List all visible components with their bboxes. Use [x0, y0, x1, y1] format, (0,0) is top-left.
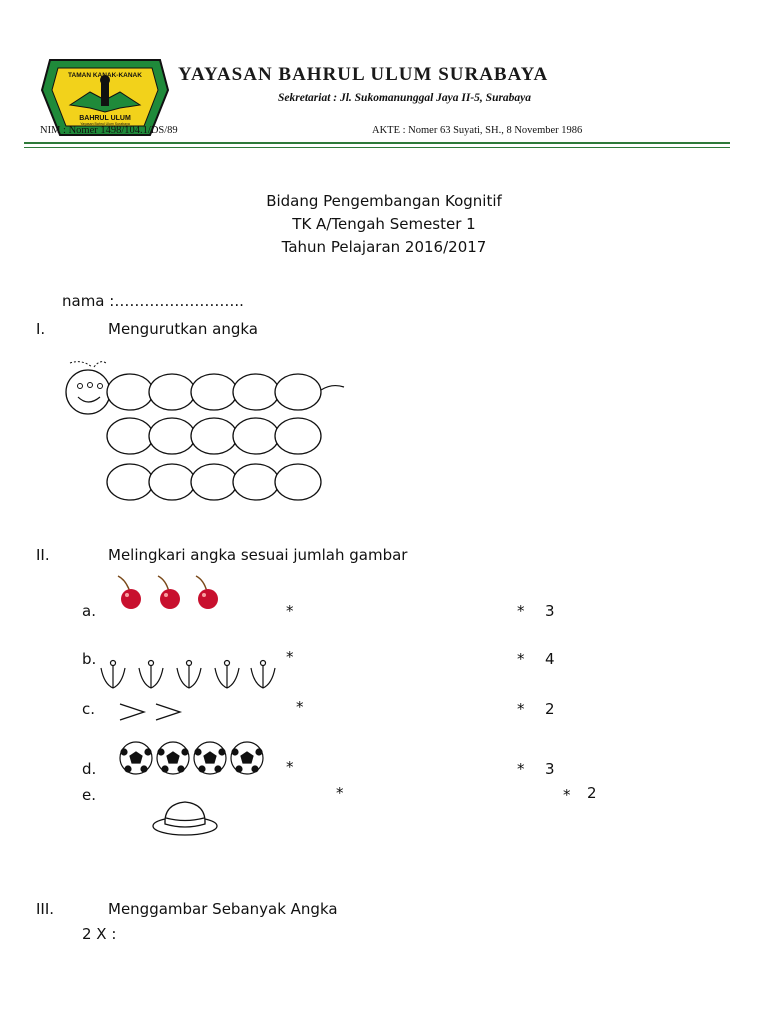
number-oval	[233, 374, 279, 410]
logo-text-bottom: BAHRUL ULUM	[79, 115, 131, 122]
row-d-label: d.	[82, 760, 97, 778]
number-oval	[191, 374, 237, 410]
row-e-label: e.	[82, 786, 96, 804]
class-semester: TK A/Tengah Semester 1	[292, 215, 476, 233]
number-oval	[191, 464, 237, 500]
name-field[interactable]: nama :……………………..	[62, 292, 244, 310]
cherry-icon	[158, 576, 180, 609]
school-year: Tahun Pelajaran 2016/2017	[281, 238, 487, 256]
number-oval	[149, 464, 195, 500]
number-oval	[275, 418, 321, 454]
row-b-star-left[interactable]: *	[286, 648, 294, 666]
number-oval	[107, 374, 153, 410]
umbrella-outline-icon	[101, 661, 125, 689]
caterpillar-number-grid	[60, 355, 360, 505]
header-divider	[24, 142, 730, 144]
secretariat-address: Sekretariat : Jl. Sukomanunggal Jaya II-5, Surabaya	[278, 92, 532, 104]
row-c-star-right[interactable]: *	[517, 700, 525, 718]
umbrella-outline-icon	[177, 661, 201, 689]
row-a-star-left[interactable]: *	[286, 602, 294, 620]
umbrella-outline-icon	[139, 661, 163, 689]
soccer-ball-group	[118, 740, 268, 776]
greater-than-icon	[156, 704, 180, 720]
draw-prompt: 2 X :	[82, 925, 117, 943]
soccer-ball-icon	[231, 742, 263, 774]
umbrella-group	[98, 656, 288, 692]
row-d-star-right[interactable]: *	[517, 760, 525, 778]
umbrella-outline-icon	[251, 661, 275, 689]
soccer-ball-icon	[157, 742, 189, 774]
number-oval	[233, 418, 279, 454]
number-oval	[107, 418, 153, 454]
number-oval	[191, 418, 237, 454]
section2-number: II.	[36, 546, 50, 564]
hat-icon	[150, 796, 220, 838]
section2-title: Melingkari angka sesuai jumlah gambar	[108, 546, 408, 564]
header-divider-thin	[24, 147, 730, 148]
subject-title: Bidang Pengembangan Kognitif	[266, 192, 502, 210]
row-e-number[interactable]: 2	[587, 784, 597, 802]
cherry-group	[112, 572, 222, 612]
row-a-label: a.	[82, 602, 96, 620]
number-oval	[233, 464, 279, 500]
section1-title: Mengurutkan angka	[108, 320, 258, 338]
number-oval	[149, 374, 195, 410]
row-c-star-left[interactable]: *	[296, 698, 304, 716]
row-d-number[interactable]: 3	[545, 760, 555, 778]
caterpillar-head-icon	[66, 370, 110, 414]
number-oval	[275, 374, 321, 410]
logo-text-small: Yayasan Bahrul Ulum Surabaya	[80, 122, 130, 126]
cherry-icon	[196, 576, 218, 609]
umbrella-outline-icon	[215, 661, 239, 689]
number-oval	[149, 418, 195, 454]
row-a-number[interactable]: 3	[545, 602, 555, 620]
number-oval	[107, 464, 153, 500]
row-e-star-right[interactable]: *	[563, 786, 571, 804]
nim-number: NIM : Nomer 1498/104.1/DS/89	[40, 125, 178, 136]
akte-number: AKTE : Nomer 63 Suyati, SH., 8 November 1986	[372, 125, 583, 136]
row-e-star-left[interactable]: *	[336, 784, 344, 802]
cherry-icon	[118, 576, 141, 609]
foundation-title: YAYASAN BAHRUL ULUM SURABAYA	[178, 64, 549, 85]
row-b-number[interactable]: 4	[545, 650, 555, 668]
logo-text-top: TAMAN KANAK-KANAK	[68, 72, 142, 79]
row-b-star-right[interactable]: *	[517, 650, 525, 668]
soccer-ball-icon	[120, 742, 152, 774]
row-d-star-left[interactable]: *	[286, 758, 294, 776]
soccer-ball-icon	[194, 742, 226, 774]
row-a-star-right[interactable]: *	[517, 602, 525, 620]
row-c-number[interactable]: 2	[545, 700, 555, 718]
section3-number: III.	[36, 900, 55, 918]
row-b-label: b.	[82, 650, 97, 668]
number-oval	[275, 464, 321, 500]
greater-than-icon	[120, 704, 144, 720]
section1-number: I.	[36, 320, 46, 338]
row-c-label: c.	[82, 700, 96, 718]
section3-title: Menggambar Sebanyak Angka	[108, 900, 338, 918]
greater-than-group	[118, 700, 188, 724]
